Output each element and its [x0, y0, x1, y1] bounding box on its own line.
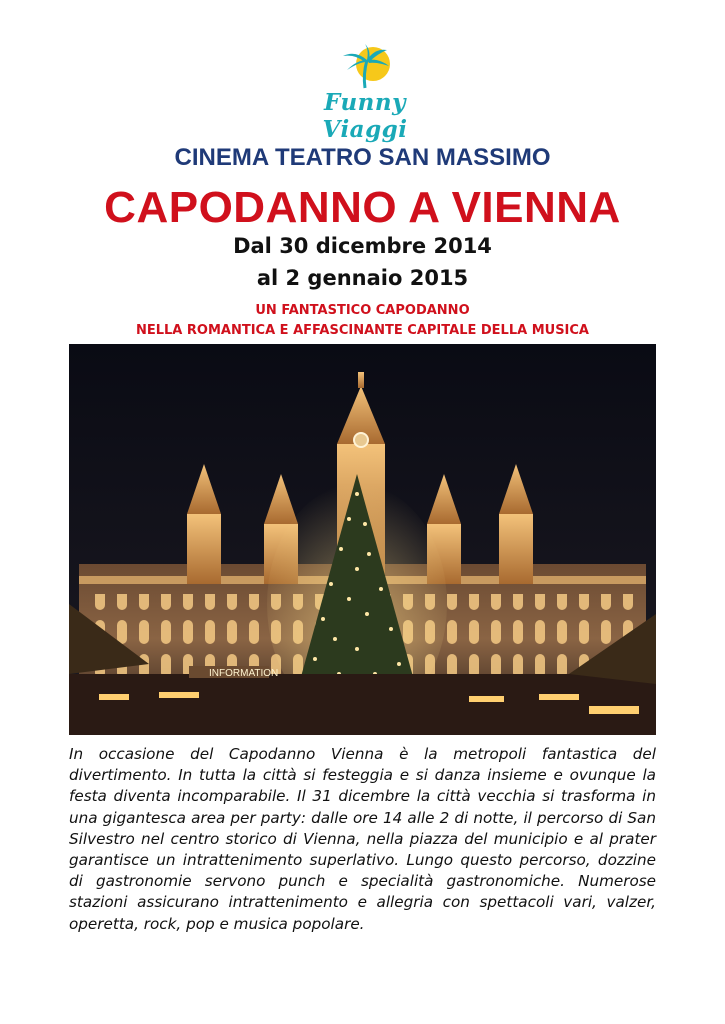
description-paragraph: In occasione del Capodanno Vienna è la metropoli fantastica del divertimento. In tutta la città si festeggia e si danza insieme e ovunque la festa diventa incomparabile. Il 31 dicembre la città vecchia si trasforma in una gigantesca area per party: dalle ore 14 alle 2 di notte, il percorso di San Silvestro nel centro storico di Vienna, nella piazza del municipio e al prater garantisce un intrattenimento superlativo. Lungo questo percorso, dozzine di gastronomie servono punch e specialità gastronomiche. Numerose stazioni assicurano intrattenimento e allegria con spettacoli vari, valzer, operetta, rock, pop e musica popolare.: [69, 745, 656, 933]
information-sign: INFORMATION: [209, 668, 279, 679]
page-title: CAPODANNO A VIENNA: [104, 183, 621, 232]
brand-name: Funny Viaggi: [322, 89, 408, 143]
date-start: Dal 30 dicembre 2014: [233, 234, 492, 258]
funny-viaggi-logo: [285, 42, 445, 143]
date-end: al 2 gennaio 2015: [256, 266, 469, 290]
subtitle-line-1: UN FANTASTICO CAPODANNO: [255, 303, 470, 318]
palm-sun-icon: [285, 42, 445, 92]
venue-name: CINEMA TEATRO SAN MASSIMO: [174, 144, 551, 171]
subtitle-line-2: NELLA ROMANTICA E AFFASCINANTE CAPITALE DELLA MUSICA: [135, 323, 589, 338]
vienna-city-hall-photo: [69, 344, 656, 735]
